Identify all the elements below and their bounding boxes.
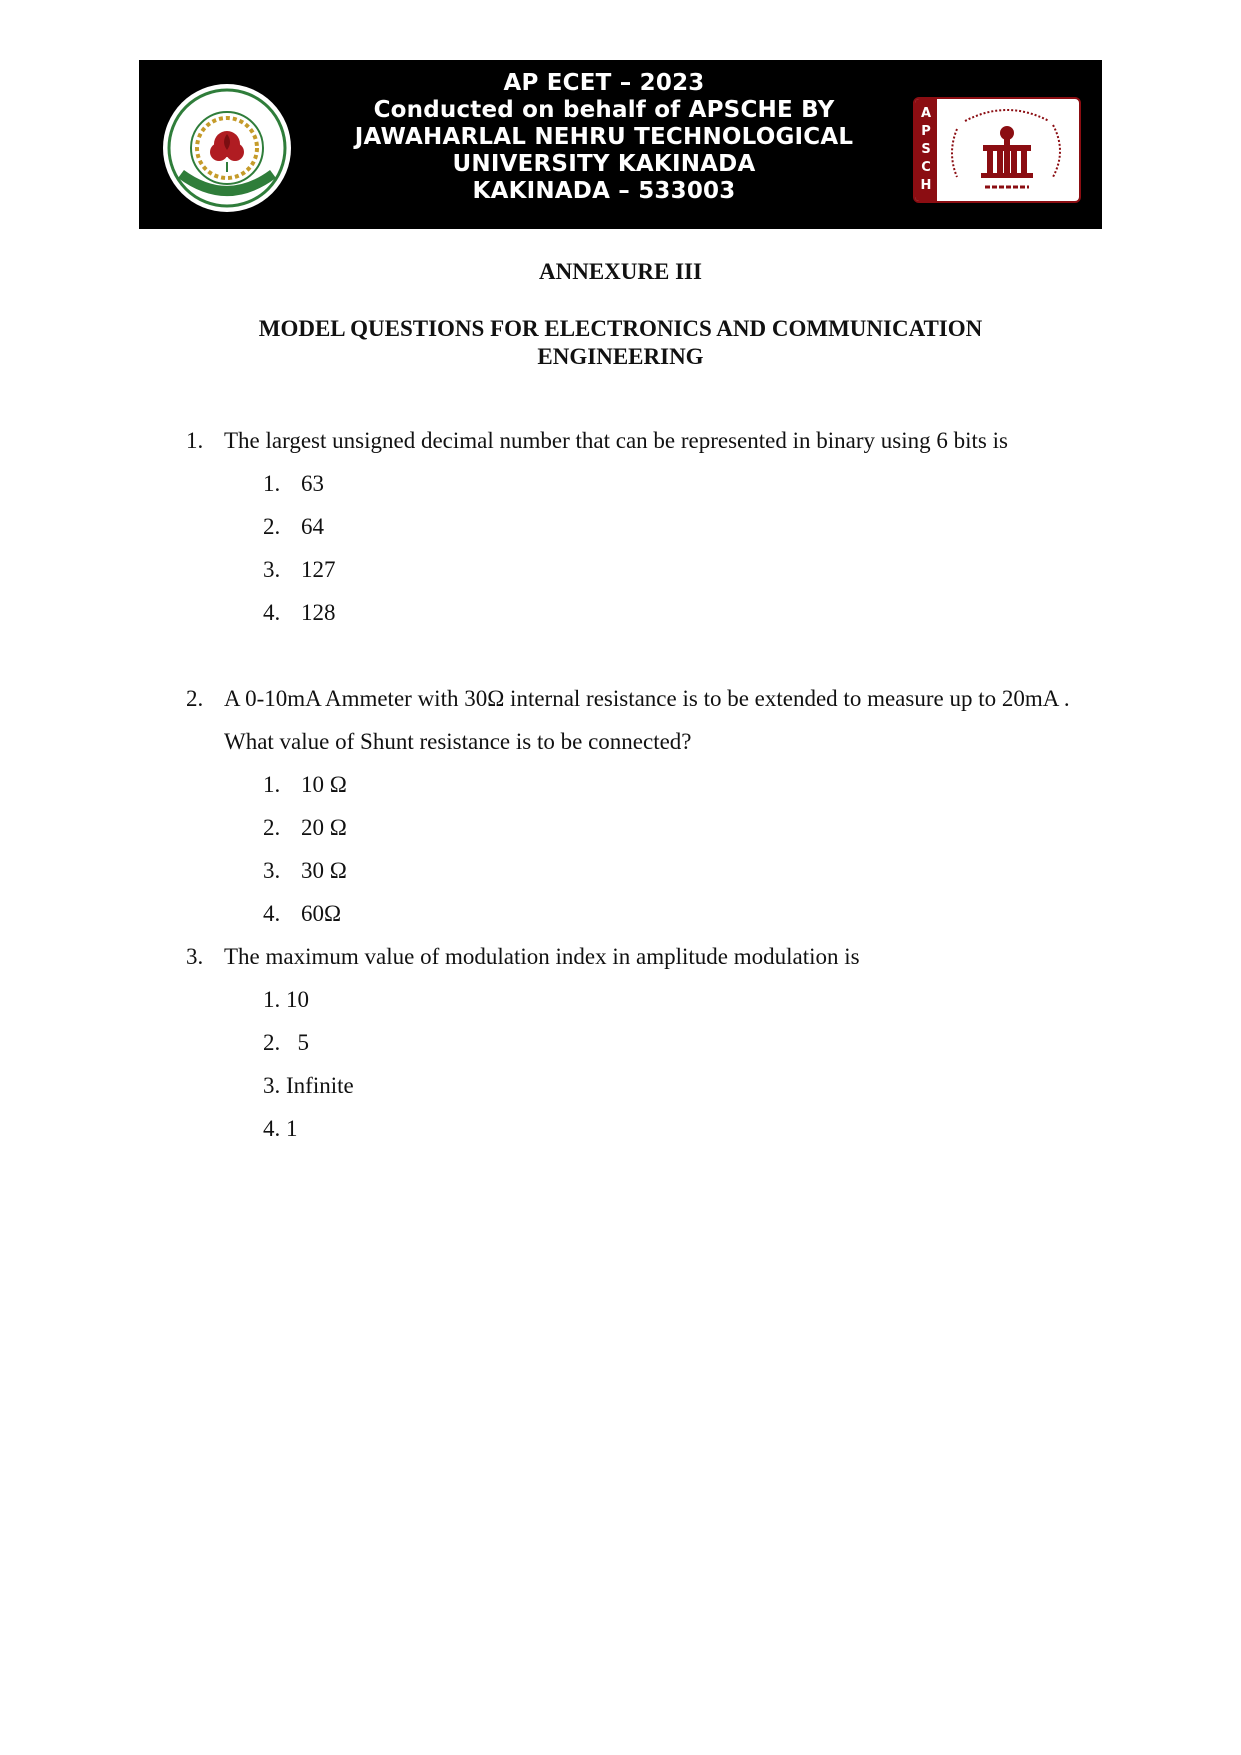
- header-text: [299, 70, 909, 205]
- header-line: JAWAHARLAL NEHRU TECHNOLOGICAL: [354, 124, 854, 150]
- option-text: 30 Ω: [301, 858, 347, 883]
- question-number: 3.: [186, 944, 204, 969]
- title-line: MODEL QUESTIONS FOR ELECTRONICS AND COMMUNICATION: [258, 316, 983, 341]
- page-title: [200, 315, 1041, 371]
- option-number: 4.: [263, 901, 281, 926]
- option-number: 1.: [263, 471, 281, 496]
- header-line: AP ECET – 2023: [503, 70, 705, 96]
- question-text: The maximum value of modulation index in amplitude modulation is: [224, 944, 860, 969]
- question-number: 2.: [186, 686, 204, 711]
- option-text: 63: [301, 471, 324, 496]
- question-3: [0, 935, 1241, 978]
- option: 2. 5: [263, 1030, 309, 1055]
- svg-text:S: S: [921, 142, 931, 157]
- option-text: 127: [301, 557, 336, 582]
- header-banner: [139, 60, 1102, 229]
- jntuk-seal-icon: [161, 82, 293, 214]
- option: 3. Infinite: [263, 1073, 354, 1098]
- svg-text:H: H: [920, 178, 932, 193]
- svg-text:A: A: [920, 106, 932, 121]
- annexure-heading: ANNEXURE III: [539, 259, 702, 284]
- option-number: 2.: [263, 815, 281, 840]
- option-number: 4.: [263, 600, 281, 625]
- option-number: 3.: [263, 557, 281, 582]
- option: 1. 10: [263, 987, 309, 1012]
- option-number: 1.: [263, 772, 281, 797]
- apsche-logo: [913, 97, 1081, 203]
- option-number: 2.: [263, 514, 281, 539]
- header-line: Conducted on behalf of APSCHE BY: [373, 97, 835, 123]
- header-line: UNIVERSITY KAKINADA: [452, 151, 756, 177]
- option-text: 60Ω: [301, 901, 342, 926]
- option-text: 10 Ω: [301, 772, 347, 797]
- question-text: A 0-10mA Ammeter with 30Ω internal resistance is to be extended to measure up to 20mA . What value of Shunt resistance is to be connected?: [224, 686, 1070, 754]
- option-text: 128: [301, 600, 336, 625]
- option-number: 3.: [263, 858, 281, 883]
- svg-text:C: C: [921, 160, 931, 175]
- header-line: KAKINADA – 533003: [472, 178, 736, 204]
- question-text: The largest unsigned decimal number that can be represented in binary using 6 bits is: [224, 428, 1008, 453]
- question-2: [0, 677, 1241, 763]
- option: 4. 1: [263, 1116, 298, 1141]
- svg-text:P: P: [921, 124, 931, 139]
- question-1: [0, 419, 1241, 462]
- option-text: 64: [301, 514, 324, 539]
- option-text: 20 Ω: [301, 815, 347, 840]
- apsche-emblem-icon: [915, 99, 1079, 201]
- question-number: 1.: [186, 428, 204, 453]
- title-line: ENGINEERING: [537, 344, 704, 369]
